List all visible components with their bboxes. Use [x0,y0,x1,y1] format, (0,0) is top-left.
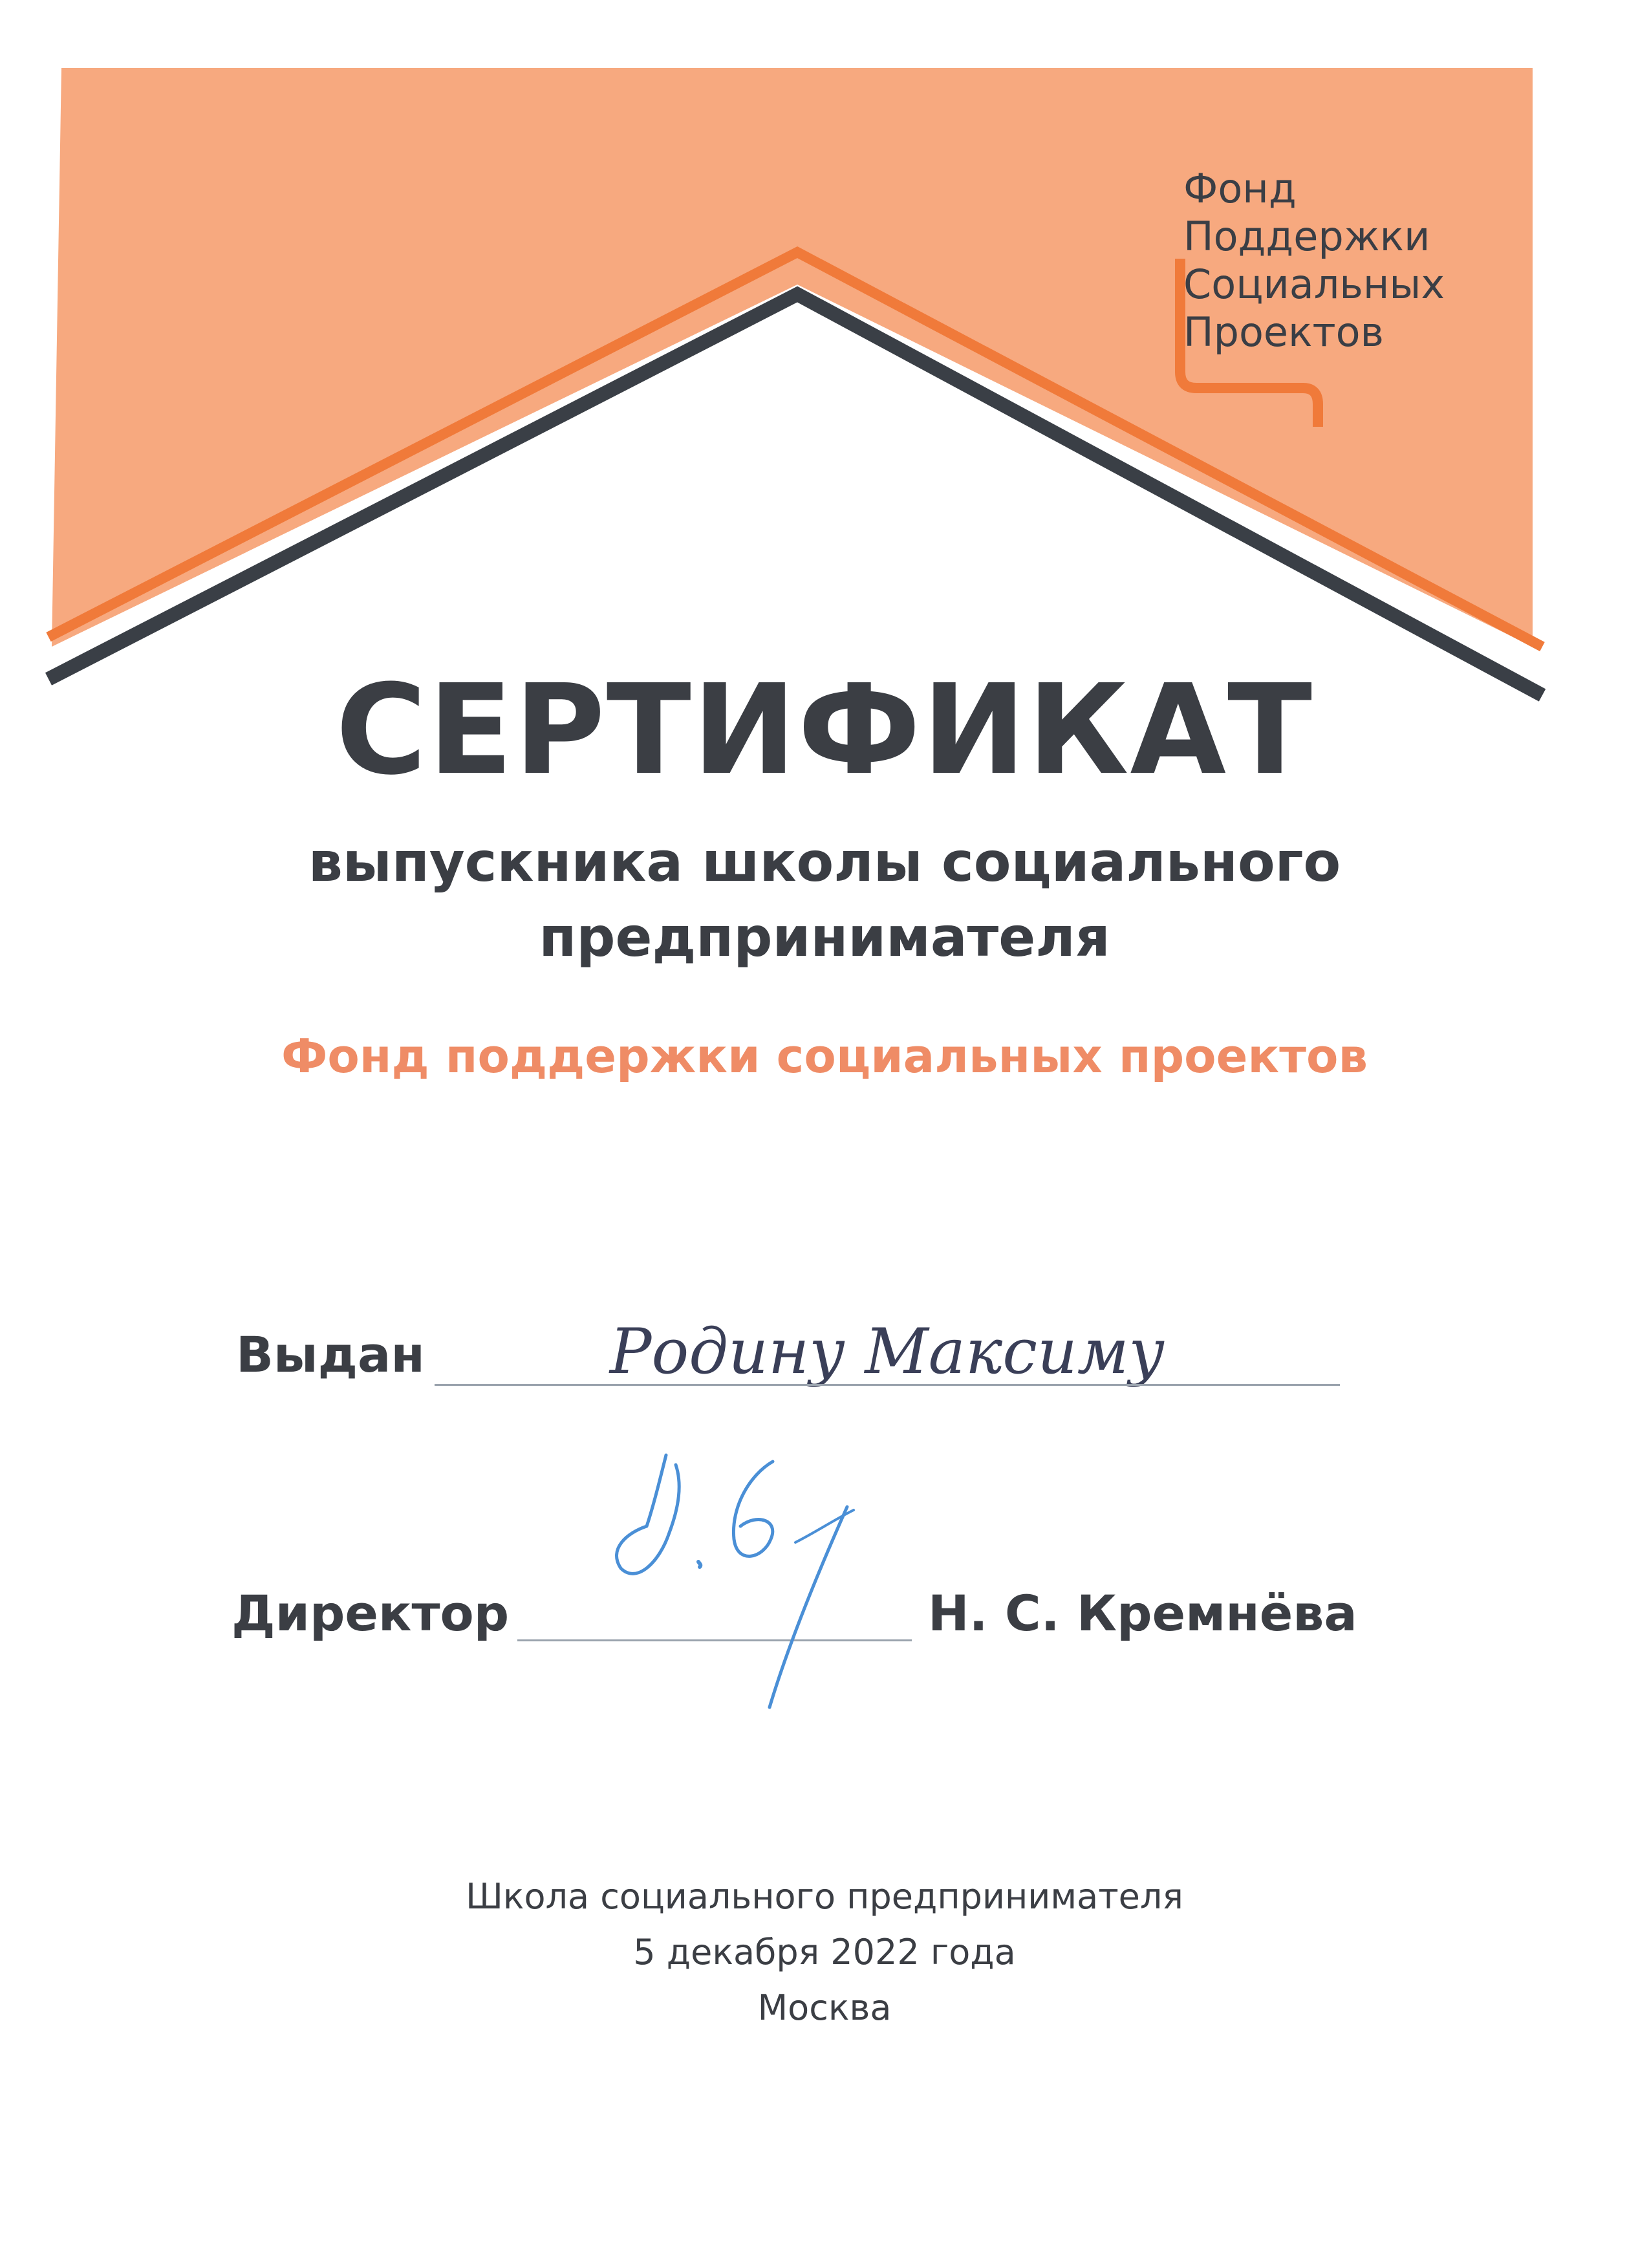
director-label: Директор [232,1584,510,1642]
subtitle-line-1: выпускника школы социального [308,830,1341,894]
director-signature [601,1436,892,1720]
logo-line-3: Социальных [1183,261,1445,308]
recipient-name: Родину Максиму [609,1315,1165,1388]
footer-date: 5 декабря 2022 года [633,1932,1016,1972]
subtitle-line-2: предпринимателя [539,905,1110,969]
logo-line-2: Поддержки [1183,213,1430,260]
logo-line-1: Фонд [1183,165,1297,212]
footer-city: Москва [757,1987,892,2028]
issued-label: Выдан [236,1326,425,1383]
certificate-title: СЕРТИФИКАТ [335,658,1314,803]
director-name: Н. С. Кремнёва [928,1584,1357,1642]
logo-line-4: Проектов [1183,308,1385,356]
certificate-footer [0,1869,1649,2036]
certificate-subtitle [0,825,1649,975]
organization-name: Фонд поддержки социальных проектов [281,1029,1368,1083]
footer-school: Школа социального предпринимателя [466,1876,1183,1917]
issued-underline [435,1384,1340,1386]
foundation-logo [1183,165,1445,356]
